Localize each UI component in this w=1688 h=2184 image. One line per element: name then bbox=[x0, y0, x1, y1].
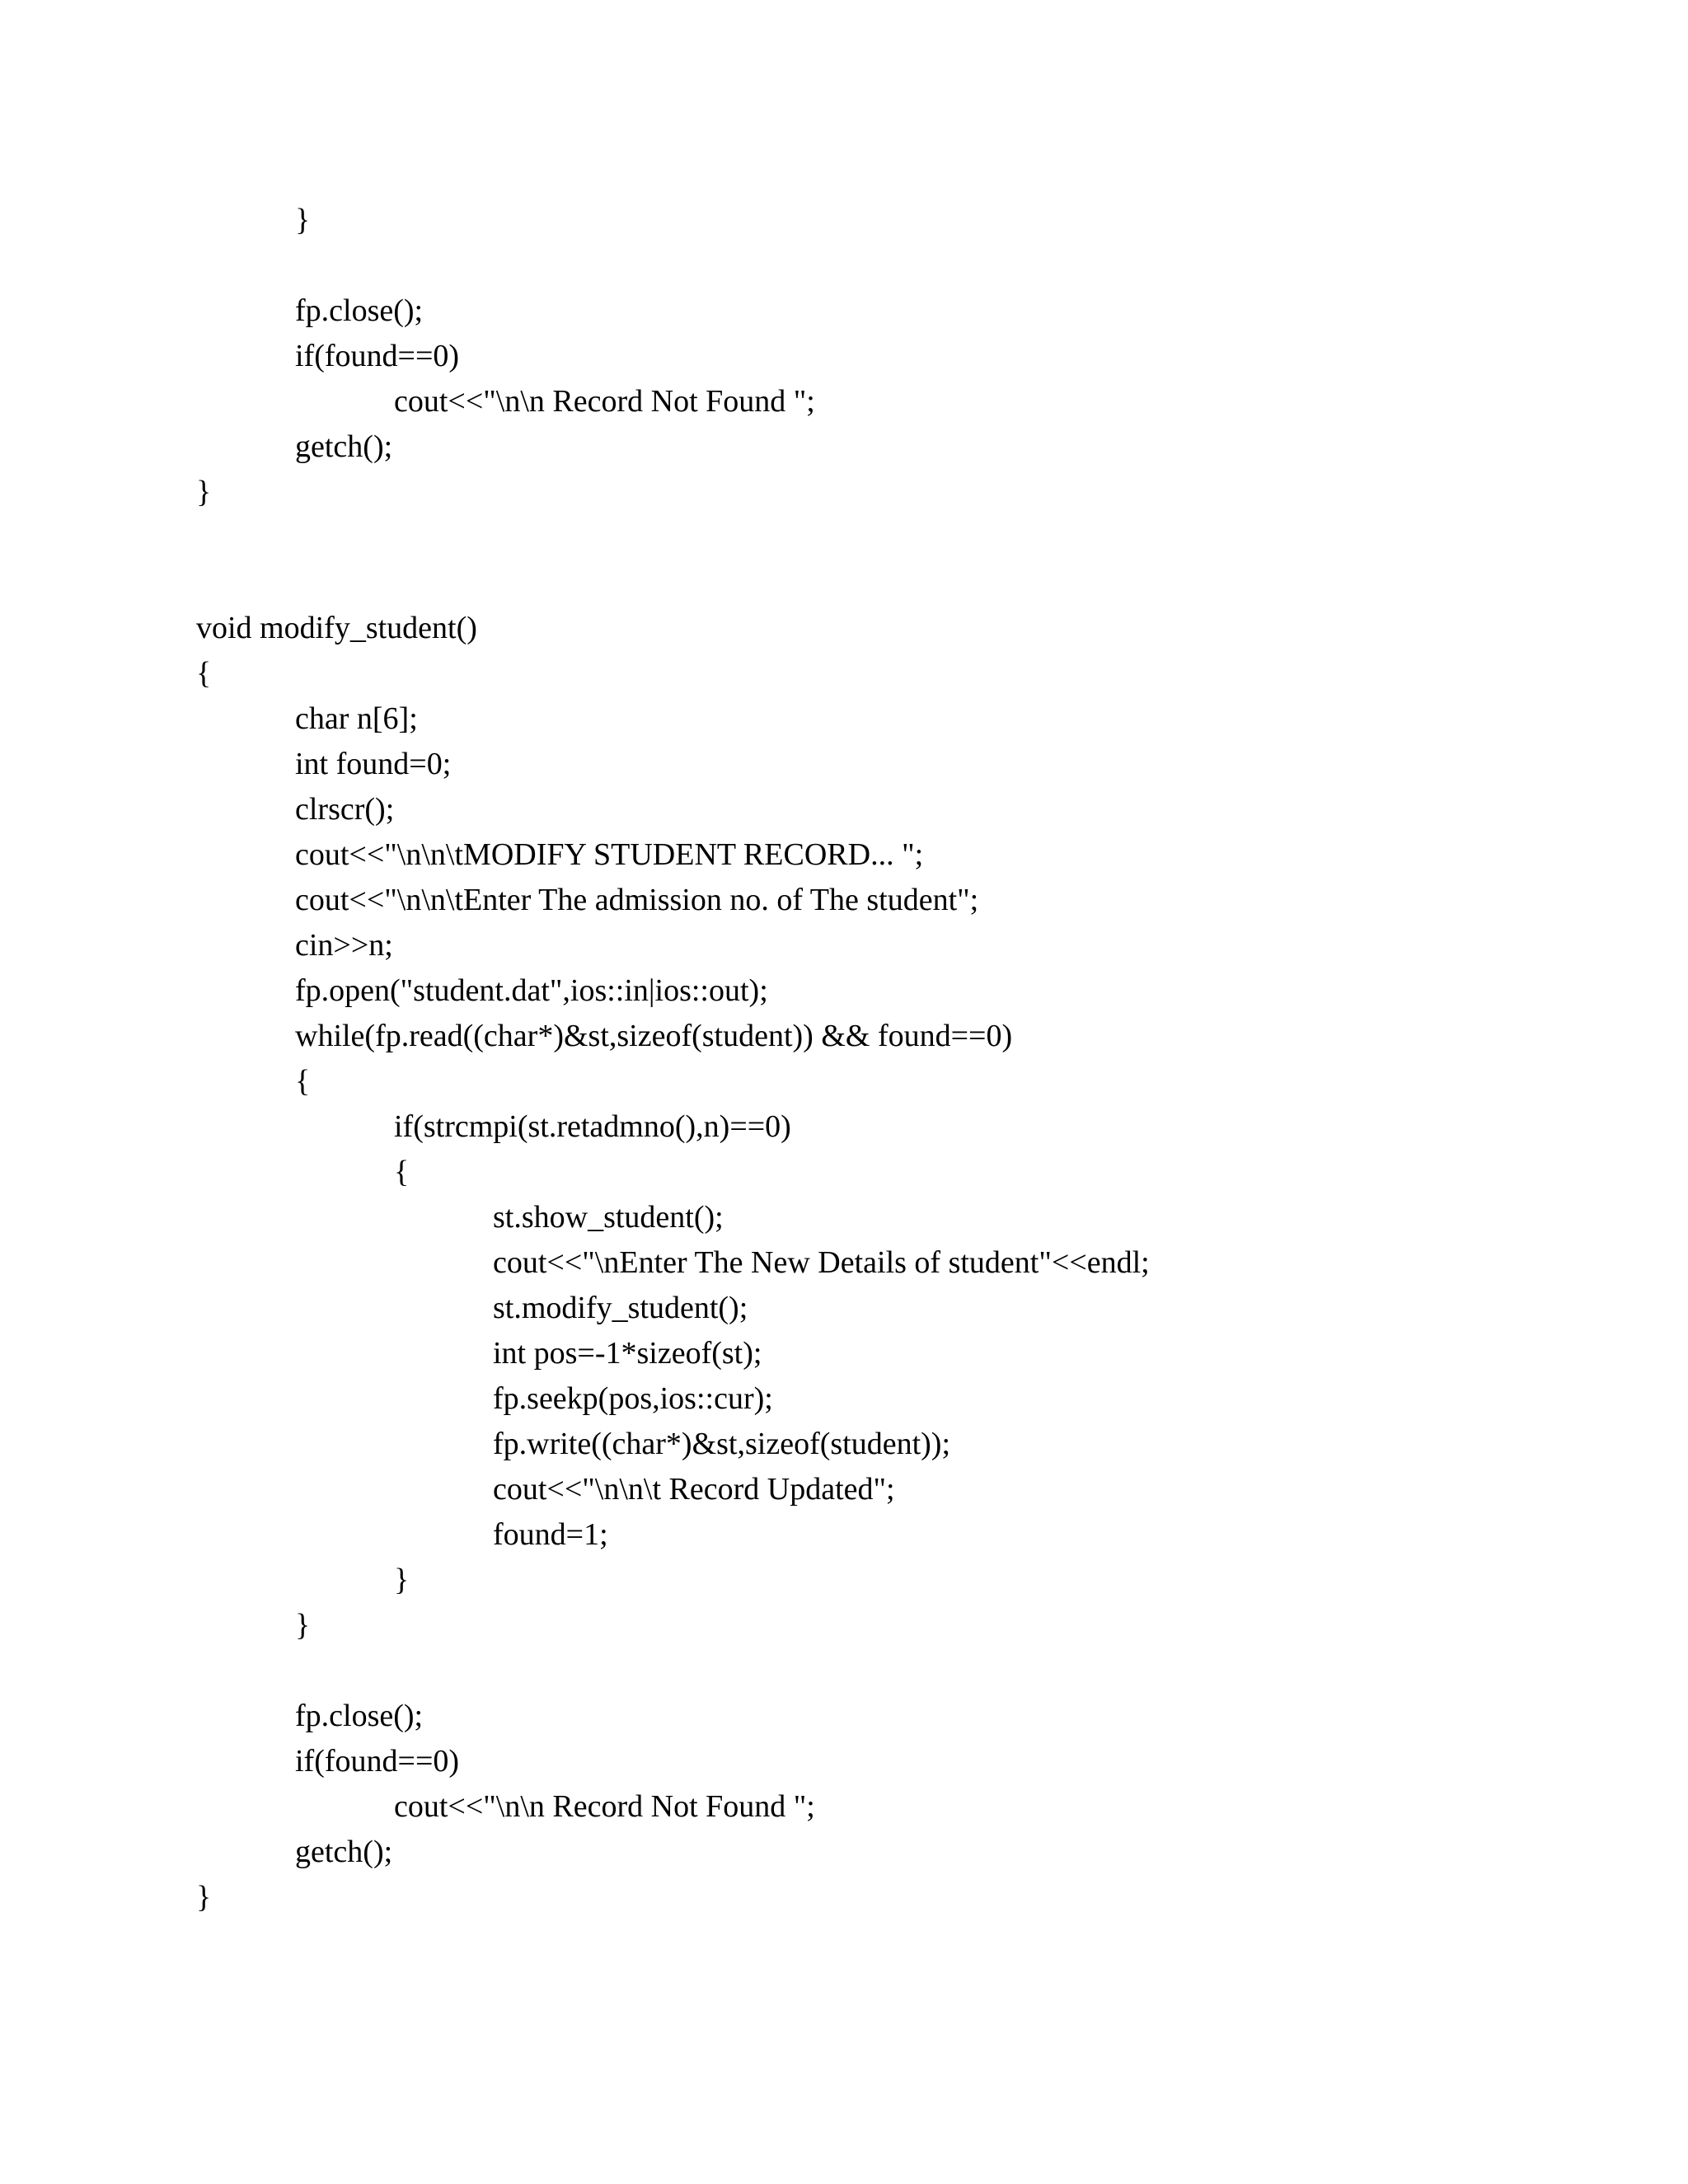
blank-line bbox=[196, 515, 1150, 560]
code-line: fp.close(); bbox=[295, 1699, 424, 1733]
code-line: void modify_student() bbox=[196, 611, 477, 645]
code-listing bbox=[196, 198, 1150, 1920]
code-line: st.modify_student(); bbox=[493, 1291, 748, 1325]
code-line: if(found==0) bbox=[295, 339, 460, 373]
code-line: fp.open("student.dat",ios::in|ios::out); bbox=[295, 973, 768, 1008]
code-line: getch(); bbox=[295, 429, 393, 464]
code-line: fp.write((char*)&st,sizeof(student)); bbox=[493, 1427, 951, 1461]
blank-line bbox=[196, 560, 1150, 606]
blank-line bbox=[196, 243, 1150, 288]
code-line: getch(); bbox=[295, 1835, 393, 1869]
code-line: fp.seekp(pos,ios::cur); bbox=[493, 1381, 773, 1416]
code-line: int pos=-1*sizeof(st); bbox=[493, 1336, 762, 1371]
code-line: cout<<"\n\n\tMODIFY STUDENT RECORD... "; bbox=[295, 837, 924, 872]
code-line: st.show_student(); bbox=[493, 1200, 724, 1235]
code-line: char n[6]; bbox=[295, 701, 418, 736]
blank-line bbox=[196, 1648, 1150, 1694]
code-line: fp.close(); bbox=[295, 293, 424, 328]
code-line: clrscr(); bbox=[295, 792, 395, 827]
code-line: cin>>n; bbox=[295, 928, 393, 963]
code-line: { bbox=[196, 656, 212, 691]
code-line: { bbox=[295, 1064, 311, 1099]
code-line: if(found==0) bbox=[295, 1744, 460, 1779]
code-line: } bbox=[295, 203, 311, 237]
code-line: } bbox=[295, 1608, 311, 1643]
code-line: cout<<"\nEnter The New Details of student"<<endl; bbox=[493, 1245, 1150, 1280]
code-line: cout<<"\n\n Record Not Found "; bbox=[394, 384, 815, 419]
code-line: int found=0; bbox=[295, 747, 452, 781]
code-line: } bbox=[394, 1563, 410, 1597]
code-line: } bbox=[196, 475, 212, 509]
code-line: cout<<"\n\n Record Not Found "; bbox=[394, 1789, 815, 1824]
code-line: while(fp.read((char*)&st,sizeof(student)) && found==0) bbox=[295, 1019, 1013, 1053]
code-line: { bbox=[394, 1155, 410, 1189]
code-line: found=1; bbox=[493, 1517, 608, 1552]
code-line: if(strcmpi(st.retadmno(),n)==0) bbox=[394, 1109, 791, 1144]
code-line: } bbox=[196, 1880, 212, 1915]
code-line: cout<<"\n\n\t Record Updated"; bbox=[493, 1472, 895, 1507]
code-line: cout<<"\n\n\tEnter The admission no. of The student"; bbox=[295, 883, 979, 917]
